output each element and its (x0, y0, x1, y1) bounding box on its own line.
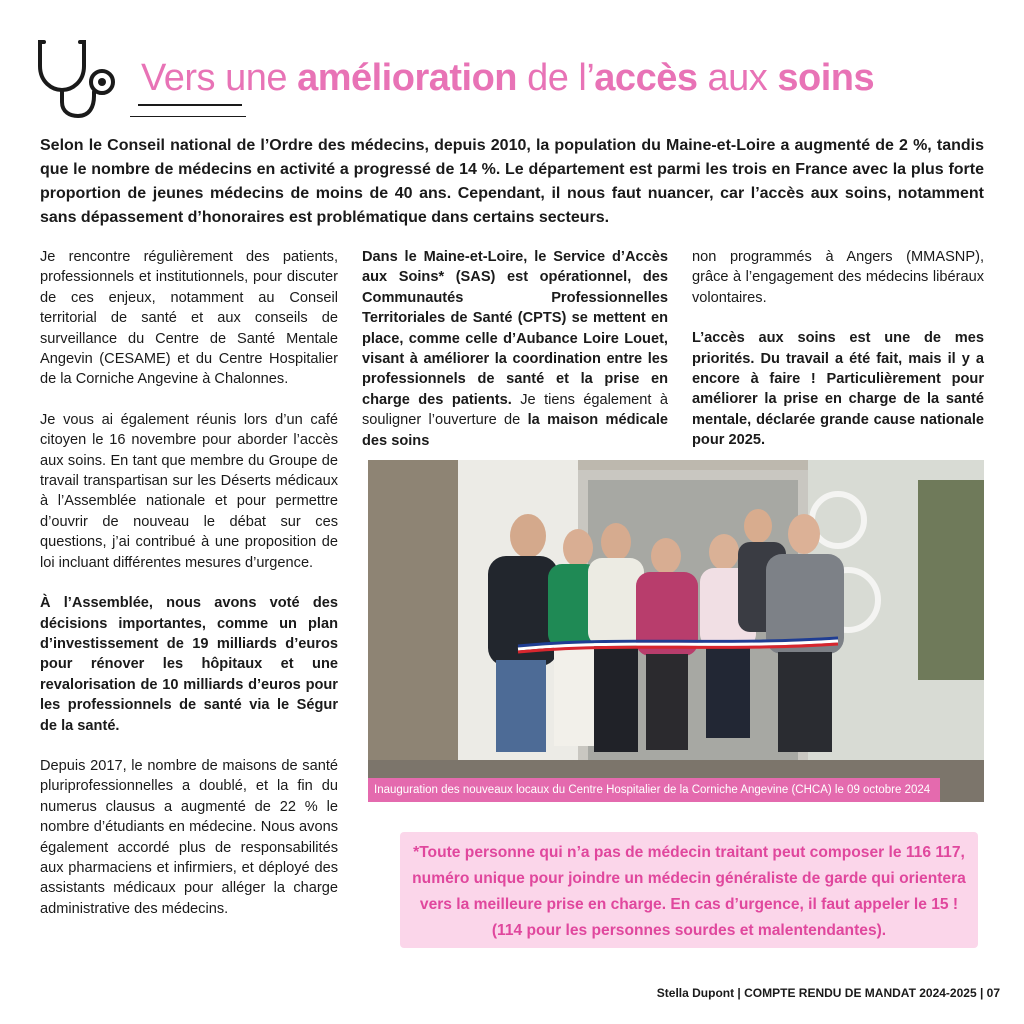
title-underline (138, 104, 242, 106)
col1-paragraph-1: Je rencontre régulièrement des patients, professionnels et institutionnels, pour discuter de ces enjeux, notamment au Conseil territorial de santé et aux conseils de surveillance du Centre de Santé Mentale Angevin (CESAME) et du Centre Hospitalier de la Corniche Angevine à Chalonnes. (40, 249, 338, 388)
col1-paragraph-4: Depuis 2017, le nombre de maisons de santé pluriprofessionnelles a doublé, et la fin du numerus clausus a augmenté de 22 % le nombre d’étudiants en médecine. Nous avons également accordé plus de responsabilités aux pharmaciens et infirmiers, et déployé des assistants médicaux pour alléger la charge administrative des médecins. (40, 757, 338, 917)
inauguration-photo (368, 460, 984, 802)
col3-paragraph-1: non programmés à Angers (MMASNP), grâce à l’engagement des médecins libéraux volontaires. (692, 249, 984, 306)
page-title: Vers une amélioration de l’accès aux soins (141, 57, 875, 99)
column-3 (692, 247, 984, 471)
stethoscope-icon (34, 36, 126, 120)
col1-paragraph-3: À l’Assemblée, nous avons voté des décisions importantes, comme un plan d’investissement de 19 milliards d’euros pour rénover les hôpitaux et une revalorisation de 10 milliards d’euros pour les professionnels de santé via le Ségur de la santé. (40, 595, 338, 734)
info-callout (400, 832, 978, 948)
column-2 (362, 247, 668, 471)
callout-text: *Toute personne qui n’a pas de médecin traitant peut composer le 116 117, numéro unique pour joindre un médecin généraliste de garde qui orientera vers la meilleure prise en charge. En cas d’urgence, il faut appeler le 15 ! (114 pour les personnes sourdes et malentendantes). (412, 844, 966, 939)
col3-paragraph-2: L’accès aux soins est une de mes priorités. Du travail a été fait, mais il y a encore à faire ! Particulièrement pour améliorer la prise en charge de la santé mentale, déclarée grande cause nationale pour 2025. (692, 330, 984, 449)
intro-paragraph: Selon le Conseil national de l’Ordre des médecins, depuis 2010, la population du Maine-et-Loire a augmenté de 2 %, tandis que le nombre de médecins en activité a progressé de 14 %. Le département est parmi les trois en France avec la plus forte proportion de jeunes médecins de moins de 40 ans. Cependant, il nous faut nuancer, car l’accès aux soins, notamment sans dépassement d’honoraires est problématique dans certains secteurs. (40, 137, 984, 226)
page-footer: Stella Dupont | COMPTE RENDU DE MANDAT 2024-2025 | 07 (656, 986, 1000, 1000)
col1-paragraph-2: Je vous ai également réunis lors d’un café citoyen le 16 novembre pour aborder l’accès aux soins. En tant que membre du Groupe de travail transpartisan sur les Déserts médicaux à l’Assemblée nationale et pour permettre d’ouvrir de nouveau le débat sur ces questions, j’ai contribué à une proposition de loi incluant différentes mesures d’urgence. (40, 411, 338, 571)
col2-paragraph-1: Dans le Maine-et-Loire, le Service d’Accès aux Soins* (SAS) est opérationnel, des Communautés Professionnelles Territoriales de Santé (CPTS) se mettent en place, comme celle d’Aubance Loire Louet, visant à améliorer la coordination entre les professionnels de santé et la prise en charge des patients. Je tiens également à souligner l’ouverture de la maison médicale des soins (362, 249, 668, 449)
column-1 (40, 247, 338, 939)
photo-caption: Inauguration des nouveaux locaux du Centre Hospitalier de la Corniche Angevine (CHCA) le 09 octobre 2024 (368, 778, 940, 802)
title-underline-thin (130, 116, 246, 117)
